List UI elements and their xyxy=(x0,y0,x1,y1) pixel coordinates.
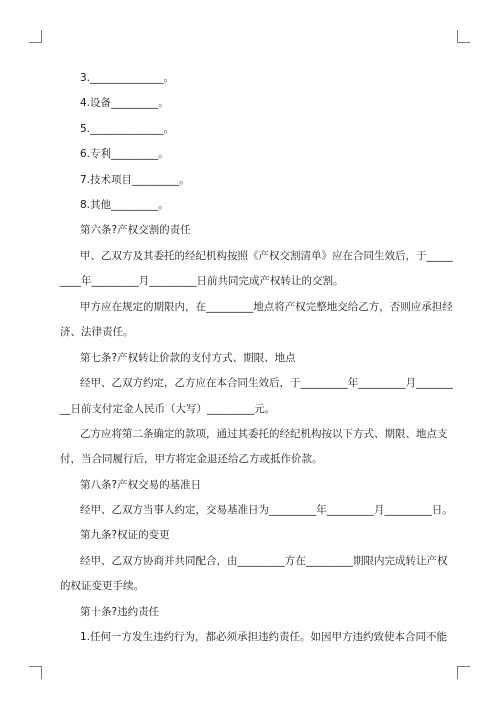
text-line: 1.任何一方发生违约行为，都必须承担违约责任。如因甲方违约致使本合同不能 xyxy=(80,631,448,643)
text-line: 甲方应在规定的期限内，在_________地点将产权完整地交给乙方，否则应承担经 xyxy=(80,301,453,313)
text-line: 乙方应将第二条确定的款项，通过其委托的经纪机构按以下方式、期限、地点支 xyxy=(80,428,448,440)
section-heading: 第六条?产权交割的责任 xyxy=(80,224,191,236)
text-line: 3.______________。 xyxy=(80,72,175,84)
section-heading: 第七条?产权转让价款的支付方式、期限、地点 xyxy=(80,352,296,364)
text-line: 的权证变更手续。 xyxy=(60,580,144,592)
crop-mark-bottom-left xyxy=(29,666,42,679)
section-heading: 第九条?权证的变更 xyxy=(80,529,170,541)
crop-mark-top-right xyxy=(457,30,470,43)
text-line: 甲、乙双方及其委托的经纪机构按照《产权交割清单》应在合同生效后，于_____ xyxy=(80,250,453,262)
text-line: 付，当合同履行后，甲方将定金退还给乙方或抵作价款。 xyxy=(60,453,323,465)
text-line: 经甲、乙双方约定，乙方应在本合同生效后，于_________年_________月_______ xyxy=(80,377,453,389)
text-line: ____年_________月_________日前共同完成产权转让的交割。 xyxy=(60,275,344,287)
text-line: 6.专利_________。 xyxy=(80,148,169,160)
text-line: __日前支付定金人民币（大写）_________元。 xyxy=(60,403,276,415)
crop-mark-bottom-right xyxy=(457,666,470,679)
text-line: 济、法律责任。 xyxy=(60,326,134,338)
text-line: 经甲、乙双方当事人约定，交易基准日为_________年_________月_________日。 xyxy=(80,504,453,516)
text-line: 4.设备_________。 xyxy=(80,97,169,109)
text-line: 5.______________。 xyxy=(80,123,175,135)
crop-mark-top-left xyxy=(29,30,42,43)
text-line: 经甲、乙双方协商并共同配合，由_________方在_________期限内完成转让产权 xyxy=(80,555,448,567)
section-heading: 第八条?产权交易的基准日 xyxy=(80,479,202,491)
section-heading: 第十条?违约责任 xyxy=(80,606,160,618)
text-line: 7.技术项目_________。 xyxy=(80,174,190,186)
text-line: 8.其他_________。 xyxy=(80,199,169,211)
